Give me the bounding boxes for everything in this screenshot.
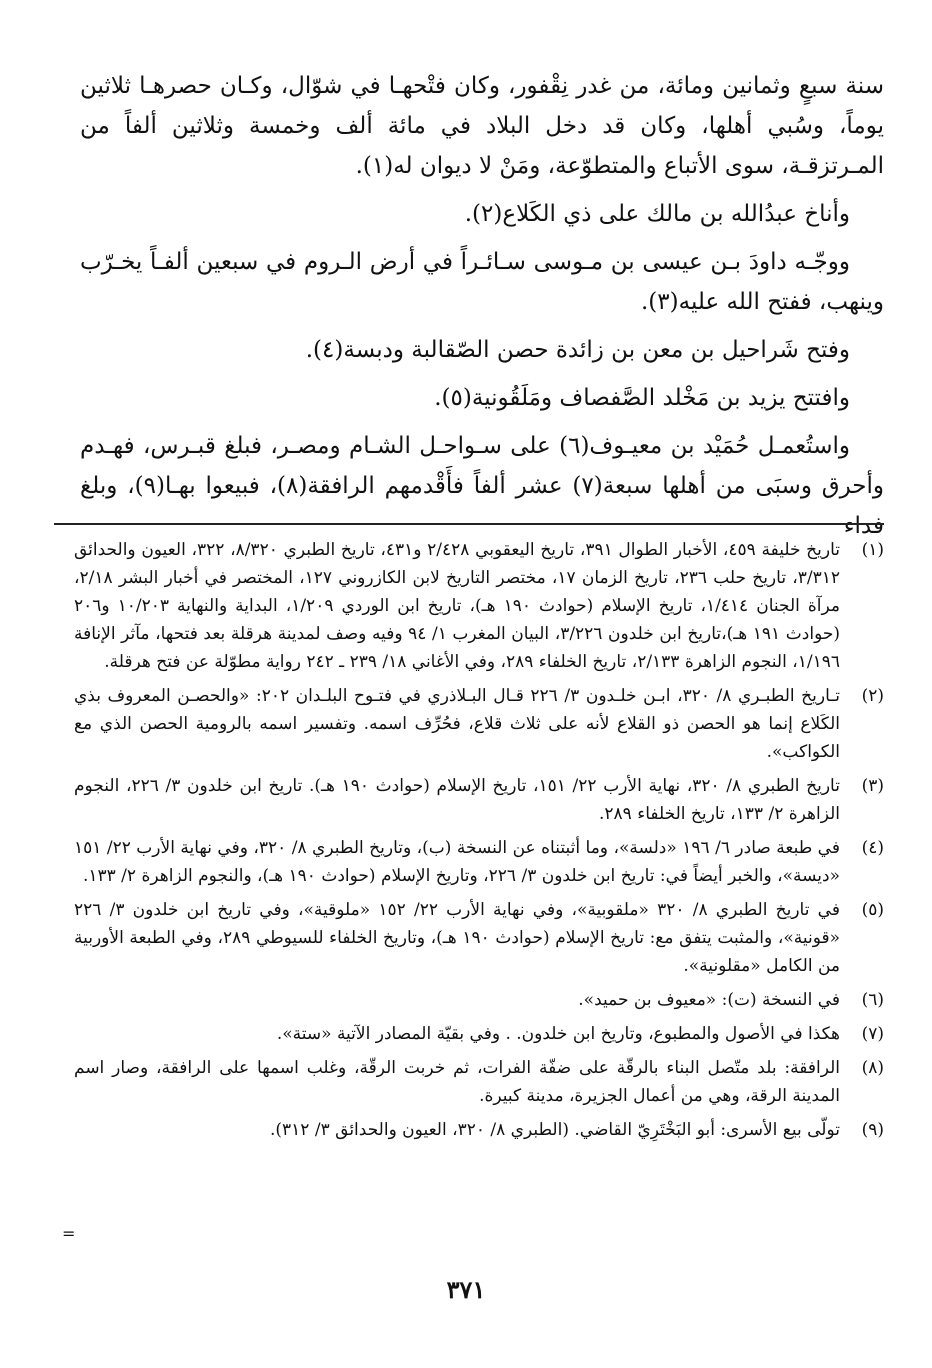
main-paragraph-1: سنة سبعٍ وثمانين ومائة، من غدر نِقْفور، وكان فتْحهـا في شوّال، وكـان حصرهـا ثلاثين يوماً، وسُبي أهلها، وكان قد دخل البلاد في مائة ألف وخمسة وثلاثين ألفاً من المـرتزقـة، سوى الأتباع والمتطوّعة، ومَنْ لا ديوان له(١). (80, 73, 884, 179)
footnote-number: (٤) (861, 838, 884, 858)
footnote-number: (٥) (861, 900, 884, 920)
page-number: ٣٧١ (446, 1275, 486, 1304)
main-paragraph-4: وفتح شَراحيل بن معن بن زائدة حصن الصّقالبة ودبسة(٤). (305, 337, 850, 363)
footnote-item (74, 986, 884, 1014)
footnote-number: (١) (861, 540, 884, 560)
footnote-item (74, 1054, 884, 1110)
footnote-number: (٣) (861, 776, 884, 796)
main-text-block (80, 66, 884, 546)
main-paragraph-6: واستُعمـل حُمَيْد بن معيـوف(٦) على سـواحـل الشـام ومصـر، فبلغ قبـرس، فهـدم وأحرق وسبَى من أهلها سبعة(٧) عشر ألفاً فأَقْدمهم الرافقة(٨)، فبيعوا بهـا(٩)، وبلغ فداء (80, 433, 885, 539)
footnote-text: هكذا في الأصول والمطبوع، وتاريخ ابن خلدون. . وفي بقيّة المصادر الآتية «ستة». (276, 1024, 840, 1044)
footnote-text: الرافقة: بلد متّصل البناء بالرقّة على ضفّة الفرات، ثم خربت الرقّة، وغلب اسمها على الرافقة، وصار اسم المدينة الرقة، وهي من أعمال الجزيرة، مدينة كبيرة. (74, 1058, 840, 1106)
footnote-item (74, 834, 884, 890)
main-paragraph-2: وأناخ عبدُالله بن مالك على ذي الكَلاع(٢). (464, 201, 850, 227)
footnote-number: (٢) (861, 686, 884, 706)
footnote-text: في طبعة صادر ٦/ ١٩٦ «دلسة»، وما أثبتناه عن النسخة (ب)، وتاريخ الطبري ٨/ ٣٢٠، وفي نهاية الأرب ٢٢/ ١٥١ «ديسة»، والخبر أيضاً في: تاريخ ابن خلدون ٣/ ٢٢٦، وتاريخ الإسلام (حوادث ١٩٠ هـ)، والنجوم الزاهرة ٢/ ١٣٣. (74, 838, 840, 886)
main-paragraph-3: ووجّـه داودَ بـن عيسى بن مـوسى سـائـراً في أرض الـروم في سبعين ألفـاً يخـرّب وينهب، ففتح الله عليه(٣). (80, 249, 884, 315)
footnote-item (74, 1116, 884, 1144)
footnote-text: في تاريخ الطبري ٨/ ٣٢٠ «ملقوبية»، وفي نهاية الأرب ٢٢/ ١٥٢ «ملوقية»، وفي تاريخ ابن خلدون ٣/ ٢٢٦ «قونية»، والمثبت يتفق مع: تاريخ الإسلام (حوادث ١٩٠ هـ)، وتاريخ الخلفاء للسيوطي ٢٨٩، وفي الطبعة الأوربية من الكامل «مقلونية». (74, 900, 840, 976)
footnote-number: (٩) (861, 1120, 884, 1140)
main-paragraph-5: وافتتح يزيد بن مَخْلد الصَّفصاف ومَلَقُونية(٥). (434, 385, 850, 411)
footnote-text: تاريخ الطبري ٨/ ٣٢٠، نهاية الأرب ٢٢/ ١٥١، تاريخ الإسلام (حوادث ١٩٠ هـ). تاريخ ابن خلدون ٣/ ٢٢٦، النجوم الزاهرة ٢/ ١٣٣، تاريخ الخلفاء ٢٨٩. (74, 776, 840, 824)
footnote-number: (٨) (861, 1058, 884, 1078)
footnote-number: (٦) (861, 990, 884, 1010)
footnote-text: تـاريخ الطبـري ٨/ ٣٢٠، ابـن خلـدون ٣/ ٢٢٦ قـال البـلاذري في فتـوح البلـدان ٢٠٢: «والحصـن المعروف بذي الكَلاع إنما هو الحصن ذو القلاع لأنه على ثلاث قلاع، فحُرِّف اسمه. وتفسير اسمه بالرومية الحصن الذي مع الكواكب». (74, 686, 840, 762)
continuation-mark: = (62, 1224, 76, 1243)
footnote-item (74, 772, 884, 828)
footnote-item (74, 536, 884, 676)
footnote-text: تاريخ خليفة ٤٥٩، الأخبار الطوال ٣٩١، تاريخ اليعقوبي ٢/٤٢٨ و٤٣١، تاريخ الطبري ٨/٣٢٠، ٣٢٢، العيون والحدائق ٣/٣١٢، تاريخ حلب ٢٣٦، تاريخ الزمان ١٧، مختصر التاريخ لابن الكازروني ١٢٧، المختصر في أخبار البشر ٢/١٨، مرآة الجنان ١/٤١٤، تاريخ الإسلام (حوادث ١٩٠ هـ)، تاريخ ابن الوردي ١/٢٠٩، البداية والنهاية ١٠/٢٠٣ و٢٠٦ (حوادث ١٩١ هـ)،تاريخ ابن خلدون ٣/٢٢٦، البيان المغرب ١/ ٩٤ وفيه وصف لمدينة هرقلة بعد فتحها، مآثر الإنافة ١/١٩٦، النجوم الزاهرة ٢/١٣٣، تاريخ الخلفاء ٢٨٩، وفي الأغاني ١٨/ ٢٣٩ ـ ٢٤٢ رواية مطوّلة عن فتح هرقلة. (74, 540, 841, 672)
footnote-text: في النسخة (ت): «معيوف بن حميد». (578, 990, 840, 1010)
footnote-item (74, 1020, 884, 1048)
footnote-separator-rule (54, 523, 884, 525)
footnote-text: تولّى بيع الأسرى: أبو البَخْتَرِيّ القاضي. (الطبري ٨/ ٣٢٠، العيون والحدائق ٣/ ٣١٢). (270, 1120, 840, 1140)
footnotes-block (74, 536, 884, 1150)
footnote-item (74, 896, 884, 980)
footnote-number: (٧) (861, 1024, 884, 1044)
footnote-item (74, 682, 884, 766)
